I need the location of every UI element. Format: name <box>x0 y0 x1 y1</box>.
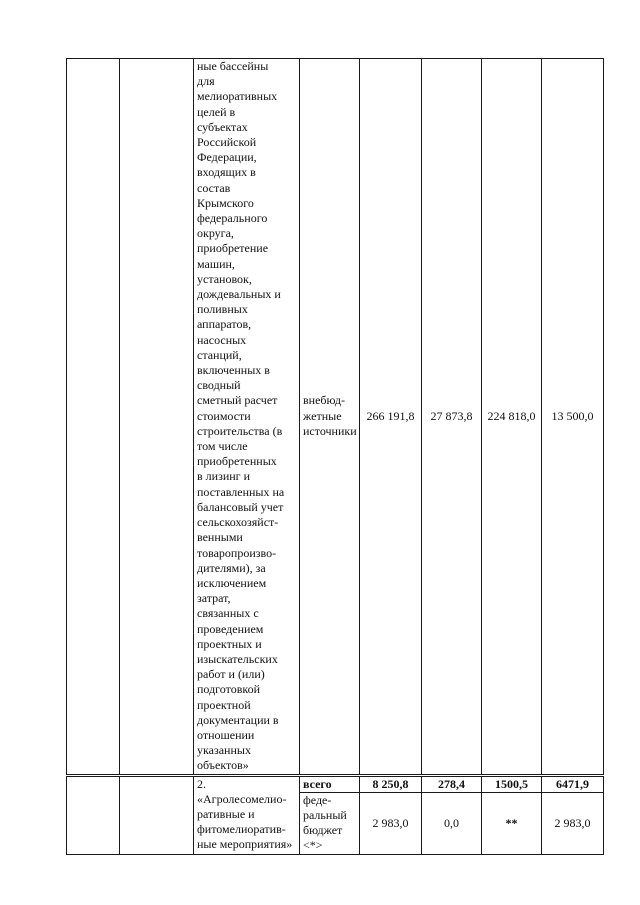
cell-total: 8 250,8 <box>360 775 422 792</box>
description-line: затрат, <box>197 591 231 606</box>
cell-program <box>120 775 194 854</box>
description-line: сметный расчет <box>197 393 278 408</box>
description-line: объектов» <box>197 758 249 773</box>
description-line: том числе <box>197 439 248 454</box>
description-line: сельскохозяйст- <box>197 515 279 530</box>
description-line: поливных <box>197 302 248 317</box>
description-line: ные мероприятия» <box>197 837 293 852</box>
description-line: федерального <box>197 211 268 226</box>
description-line: работ и (или) <box>197 667 265 682</box>
cell-value-2: 1500,5 <box>482 775 542 792</box>
description-line: отношении <box>197 727 255 742</box>
description-line: указанных <box>197 743 251 758</box>
cell-total: 266 191,8 <box>360 59 422 776</box>
description-line: строительства (в <box>197 423 283 438</box>
cell-index <box>67 59 120 776</box>
source-line: ральный <box>303 807 347 822</box>
description-line: в лизинг и <box>197 469 251 484</box>
source-line: феде- <box>303 792 332 807</box>
description-line: товаропроизво- <box>197 545 277 560</box>
description-line: мелиоративных <box>197 89 278 104</box>
cell-value-2: 224 818,0 <box>482 59 542 776</box>
source-line: бюджет <box>303 823 343 838</box>
source-line: внебюд- <box>303 393 345 408</box>
description-line: сводный <box>197 378 241 393</box>
cell-value-3: 6471,9 <box>542 775 604 792</box>
description-line: дителями), за <box>197 560 266 575</box>
description-line: станций, <box>197 347 242 362</box>
description-line: установок, <box>197 271 252 286</box>
description-line: субъектах <box>197 119 248 134</box>
table-row-continuation <box>67 59 604 776</box>
description-line: ративные и <box>197 806 255 821</box>
description-line: связанных с <box>197 606 259 621</box>
description-line: Крымского <box>197 195 254 210</box>
source-line: <*> <box>303 838 323 853</box>
description-line: насосных <box>197 332 247 347</box>
description-line: приобретение <box>197 241 269 256</box>
budget-table <box>66 58 604 855</box>
description-line: балансовый учет <box>197 499 284 514</box>
description-line: проектной <box>197 697 251 712</box>
cell-value-1: 278,4 <box>422 775 482 792</box>
description-line: приобретенных <box>197 454 277 469</box>
description-line: машин, <box>197 256 235 271</box>
description-line: «Агролесомелио- <box>197 791 287 806</box>
description-line: проведением <box>197 621 264 636</box>
description-line: Федерации, <box>197 150 257 165</box>
description-line: округа, <box>197 226 234 241</box>
cell-value-1: 0,0 <box>422 792 482 854</box>
table-row-total <box>67 775 604 792</box>
description-line: состав <box>197 180 231 195</box>
cell-funding-source <box>300 59 360 776</box>
cell-value-3: 2 983,0 <box>542 792 604 854</box>
description-line: исключением <box>197 575 267 590</box>
cell-value-3: 13 500,0 <box>542 59 604 776</box>
description-line: дождевальных и <box>197 287 281 302</box>
source-line: жетные <box>303 408 342 423</box>
description-line: проектных и <box>197 636 262 651</box>
description-line: Российской <box>197 135 257 150</box>
description-line: для <box>197 74 215 89</box>
cell-description <box>194 775 300 854</box>
description-line: включенных в <box>197 363 270 378</box>
description-line: документации в <box>197 712 279 727</box>
description-line: ные бассейны <box>197 59 269 73</box>
description-line: подготовкой <box>197 682 261 697</box>
source-line: источники <box>303 423 357 438</box>
cell-value-2: ** <box>482 792 542 854</box>
cell-program <box>120 59 194 776</box>
cell-total: 2 983,0 <box>360 792 422 854</box>
description-line: поставленных на <box>197 484 285 499</box>
cell-index <box>67 775 120 854</box>
cell-funding-source <box>300 792 360 854</box>
description-line: стоимости <box>197 408 251 423</box>
description-line: аппаратов, <box>197 317 252 332</box>
description-line: фитомелиоратив- <box>197 822 286 837</box>
cell-funding-source: всего <box>300 775 360 792</box>
description-line: входящих в <box>197 165 256 180</box>
description-line: венными <box>197 530 243 545</box>
description-line: изыскательских <box>197 651 278 666</box>
description-line: целей в <box>197 104 236 119</box>
cell-description <box>194 59 300 776</box>
cell-value-1: 27 873,8 <box>422 59 482 776</box>
description-line: 2. <box>197 776 206 791</box>
